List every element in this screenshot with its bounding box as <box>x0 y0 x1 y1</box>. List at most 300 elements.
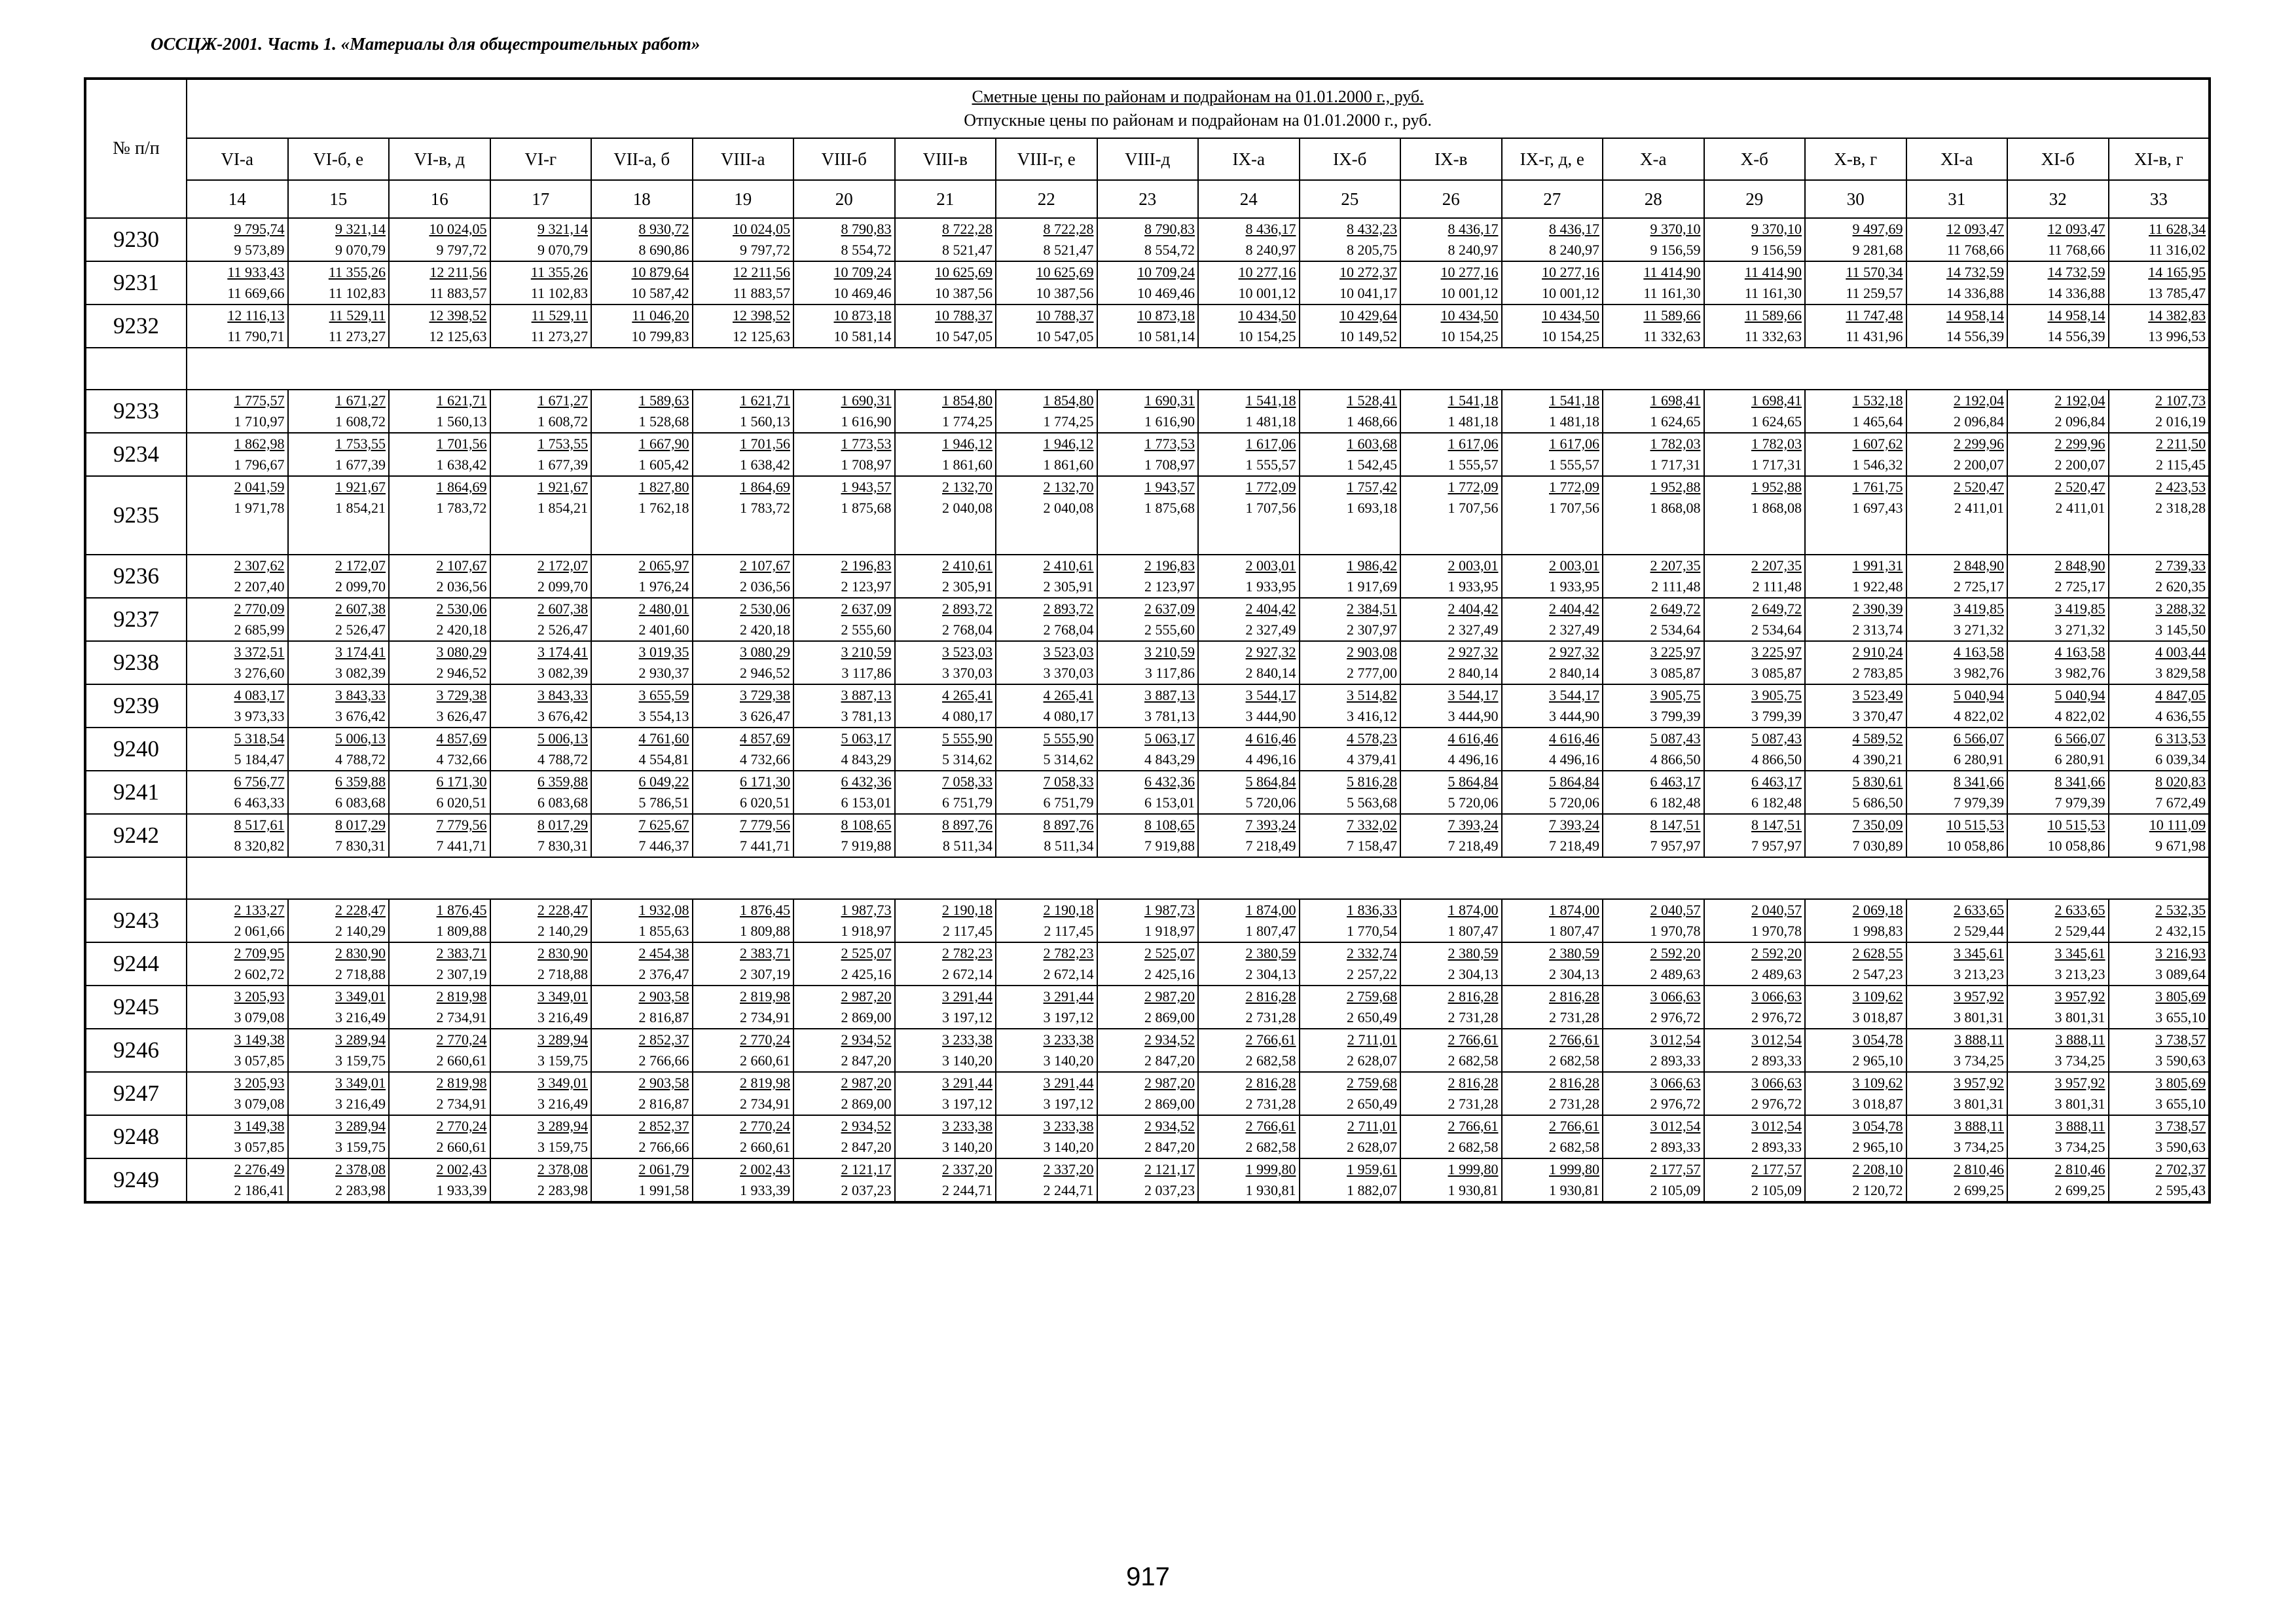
release-price: 5 314,62 <box>942 751 993 767</box>
price-cell <box>1906 218 2008 261</box>
price-cell <box>288 1115 390 1158</box>
estimate-price: 3 738,57 <box>2155 1031 2206 1048</box>
release-price: 2 725,17 <box>1954 578 2004 595</box>
release-price: 2 313,74 <box>1852 621 1903 638</box>
estimate-price: 2 637,09 <box>1144 600 1195 617</box>
estimate-price: 11 046,20 <box>632 307 689 323</box>
row-number: 9241 <box>85 771 187 814</box>
estimate-price: 1 671,27 <box>538 392 588 409</box>
estimate-price: 2 607,38 <box>335 600 386 617</box>
release-price: 2 725,17 <box>2054 578 2105 595</box>
estimate-price: 5 087,43 <box>1751 730 1802 747</box>
region-header: X-а <box>1603 138 1704 180</box>
price-cell <box>895 1072 996 1115</box>
estimate-price: 8 930,72 <box>638 221 689 237</box>
release-price: 2 123,97 <box>841 578 892 595</box>
release-price: 9 573,89 <box>234 242 285 258</box>
price-cell <box>1805 261 1906 304</box>
release-price: 2 061,66 <box>234 923 285 939</box>
price-cell <box>187 684 288 728</box>
release-price: 2 682,58 <box>1549 1139 1599 1155</box>
release-price: 2 420,18 <box>740 621 790 638</box>
price-cell <box>1906 555 2008 598</box>
release-price: 2 718,88 <box>538 966 588 982</box>
estimate-price: 1 617,06 <box>1245 435 1296 452</box>
release-price: 3 159,75 <box>335 1052 386 1069</box>
price-cell <box>389 899 490 942</box>
estimate-price: 2 816,28 <box>1245 1075 1296 1091</box>
estimate-price: 3 054,78 <box>1852 1031 1903 1048</box>
estimate-price: 1 921,67 <box>335 479 386 495</box>
release-price: 2 869,00 <box>841 1096 892 1112</box>
estimate-price: 2 132,70 <box>942 479 993 495</box>
release-price: 8 511,34 <box>942 838 993 854</box>
price-cell <box>2109 814 2210 857</box>
estimate-price: 2 782,23 <box>1043 945 1094 961</box>
release-price: 8 240,97 <box>1448 242 1499 258</box>
release-price: 3 216,49 <box>538 1009 588 1025</box>
release-price: 2 283,98 <box>538 1182 588 1198</box>
estimate-price: 2 709,95 <box>234 945 285 961</box>
release-price: 1 624,65 <box>1650 413 1701 430</box>
release-price: 10 581,14 <box>833 328 892 344</box>
estimate-price: 8 017,29 <box>538 817 588 833</box>
price-cell <box>1603 1158 1704 1202</box>
estimate-price: 6 566,07 <box>1954 730 2004 747</box>
price-cell <box>1805 476 1906 555</box>
release-price: 3 117,86 <box>841 665 892 681</box>
price-cell <box>996 814 1097 857</box>
release-price: 1 783,72 <box>740 500 790 516</box>
release-price: 10 387,56 <box>1036 285 1094 301</box>
release-price: 10 058,86 <box>2047 838 2105 854</box>
release-price: 2 595,43 <box>2155 1182 2206 1198</box>
price-cell <box>1704 390 1806 433</box>
release-price: 4 080,17 <box>1043 708 1094 724</box>
release-price: 1 555,57 <box>1448 456 1499 473</box>
release-price: 9 070,79 <box>335 242 386 258</box>
table-row <box>85 771 2210 814</box>
price-cell <box>1198 476 1300 555</box>
price-cell <box>591 641 693 684</box>
release-price: 2 976,72 <box>1650 1096 1701 1112</box>
region-header: VI-а <box>187 138 288 180</box>
estimate-price: 4 589,52 <box>1852 730 1903 747</box>
estimate-price: 7 058,33 <box>942 773 993 790</box>
estimate-price: 2 903,08 <box>1347 644 1397 660</box>
price-cell <box>187 218 288 261</box>
release-price: 1 807,47 <box>1448 923 1499 939</box>
estimate-price: 2 628,55 <box>1852 945 1903 961</box>
release-price: 2 529,44 <box>2054 923 2105 939</box>
estimate-price: 10 024,05 <box>733 221 790 237</box>
release-price: 3 676,42 <box>538 708 588 724</box>
price-cell <box>793 433 895 476</box>
estimate-price: 8 108,65 <box>841 817 892 833</box>
release-price: 11 316,02 <box>2148 242 2206 258</box>
release-price: 1 922,48 <box>1852 578 1903 595</box>
release-price: 2 847,20 <box>1144 1052 1195 1069</box>
price-cell <box>1400 814 1502 857</box>
release-price: 2 037,23 <box>1144 1182 1195 1198</box>
price-cell <box>996 728 1097 771</box>
price-cell <box>389 261 490 304</box>
estimate-price: 4 265,41 <box>1043 687 1094 703</box>
estimate-price: 2 987,20 <box>841 988 892 1005</box>
estimate-price: 2 819,98 <box>740 1075 790 1091</box>
estimate-price: 2 816,28 <box>1549 1075 1599 1091</box>
release-price: 1 608,72 <box>538 413 588 430</box>
release-price: 3 140,20 <box>1043 1052 1094 1069</box>
estimate-price: 2 770,24 <box>436 1118 487 1134</box>
estimate-price: 10 879,64 <box>631 264 689 280</box>
estimate-price: 2 852,37 <box>638 1031 689 1048</box>
price-cell <box>1097 728 1199 771</box>
estimate-price: 3 080,29 <box>740 644 790 660</box>
estimate-price: 1 541,18 <box>1245 392 1296 409</box>
price-cell <box>1603 899 1704 942</box>
release-price: 2 930,37 <box>638 665 689 681</box>
release-price: 2 731,28 <box>1245 1096 1296 1112</box>
price-cell <box>1603 814 1704 857</box>
release-price: 2 534,64 <box>1751 621 1802 638</box>
price-cell <box>591 1029 693 1072</box>
release-price: 3 370,03 <box>942 665 993 681</box>
table-row <box>85 598 2210 641</box>
estimate-price: 6 359,88 <box>538 773 588 790</box>
estimate-price: 2 934,52 <box>841 1031 892 1048</box>
release-price: 7 830,31 <box>538 838 588 854</box>
price-cell <box>490 771 592 814</box>
price-cell <box>1502 261 1603 304</box>
price-cell <box>1603 986 1704 1029</box>
row-number: 9248 <box>85 1115 187 1158</box>
estimate-price: 11 589,66 <box>1643 307 1701 323</box>
estimate-price: 2 069,18 <box>1852 902 1903 918</box>
release-price: 1 976,24 <box>638 578 689 595</box>
price-cell <box>490 728 592 771</box>
price-cell <box>389 728 490 771</box>
price-cell <box>1502 555 1603 598</box>
price-cell <box>1400 1072 1502 1115</box>
release-price: 2 111,48 <box>1752 578 1802 595</box>
release-price: 3 590,63 <box>2155 1139 2206 1155</box>
release-price: 2 037,23 <box>841 1182 892 1198</box>
release-price: 7 957,97 <box>1751 838 1802 854</box>
price-cell <box>1400 986 1502 1029</box>
price-cell <box>996 684 1097 728</box>
price-cell <box>793 986 895 1029</box>
release-price: 3 626,47 <box>436 708 487 724</box>
price-cell <box>1097 942 1199 986</box>
release-price: 13 785,47 <box>2148 285 2206 301</box>
estimate-price: 1 986,42 <box>1347 557 1397 574</box>
estimate-price: 14 958,14 <box>1946 307 2004 323</box>
estimate-price: 3 957,92 <box>1954 1075 2004 1091</box>
estimate-price: 8 147,51 <box>1751 817 1802 833</box>
estimate-price: 3 291,44 <box>1043 1075 1094 1091</box>
estimate-price: 10 272,37 <box>1339 264 1397 280</box>
release-price: 3 444,90 <box>1448 708 1499 724</box>
column-number: 17 <box>490 180 592 218</box>
estimate-price: 3 289,94 <box>335 1118 386 1134</box>
estimate-price: 1 854,80 <box>942 392 993 409</box>
num-column-header: № п/п <box>85 79 187 218</box>
estimate-price: 2 390,39 <box>1852 600 1903 617</box>
price-cell <box>1198 218 1300 261</box>
estimate-price: 3 523,03 <box>942 644 993 660</box>
release-price: 3 276,60 <box>234 665 285 681</box>
price-cell <box>793 476 895 555</box>
price-cell <box>1502 1158 1603 1202</box>
release-price: 3 655,10 <box>2155 1009 2206 1025</box>
estimate-price: 1 761,75 <box>1852 479 1903 495</box>
price-cell <box>1502 476 1603 555</box>
release-price: 2 731,28 <box>1549 1096 1599 1112</box>
price-cell <box>1906 641 2008 684</box>
price-cell <box>591 433 693 476</box>
release-price: 2 768,04 <box>942 621 993 638</box>
release-price: 6 083,68 <box>335 794 386 811</box>
price-cell <box>895 598 996 641</box>
release-price: 3 271,32 <box>1954 621 2004 638</box>
estimate-price: 2 830,90 <box>538 945 588 961</box>
release-price: 10 154,25 <box>1440 328 1499 344</box>
release-price: 7 919,88 <box>841 838 892 854</box>
estimate-price: 2 816,28 <box>1448 988 1499 1005</box>
estimate-price: 8 790,83 <box>1144 221 1195 237</box>
estimate-price: 9 321,14 <box>335 221 386 237</box>
price-cell <box>693 476 794 555</box>
price-cell <box>1603 261 1704 304</box>
estimate-price: 2 121,17 <box>1144 1161 1195 1177</box>
estimate-price: 3 066,63 <box>1650 988 1701 1005</box>
release-price: 6 020,51 <box>740 794 790 811</box>
release-price: 2 965,10 <box>1852 1052 1903 1069</box>
row-number: 9231 <box>85 261 187 304</box>
estimate-price: 5 816,28 <box>1347 773 1397 790</box>
release-price: 1 605,42 <box>638 456 689 473</box>
estimate-price: 7 393,24 <box>1245 817 1296 833</box>
price-cell <box>490 1115 592 1158</box>
price-cell <box>591 1072 693 1115</box>
release-price: 3 079,08 <box>234 1009 285 1025</box>
price-cell <box>693 728 794 771</box>
release-price: 3 734,25 <box>1954 1139 2004 1155</box>
estimate-price: 12 211,56 <box>733 264 790 280</box>
release-price: 2 307,19 <box>436 966 487 982</box>
release-price: 2 207,40 <box>234 578 285 595</box>
estimate-price: 3 419,85 <box>1954 600 2004 617</box>
price-cell <box>693 218 794 261</box>
estimate-price: 2 378,08 <box>538 1161 588 1177</box>
release-price: 3 216,49 <box>335 1096 386 1112</box>
price-cell <box>1805 641 1906 684</box>
estimate-price: 3 174,41 <box>538 644 588 660</box>
release-price: 1 930,81 <box>1245 1182 1296 1198</box>
release-price: 2 099,70 <box>538 578 588 595</box>
release-price: 10 154,25 <box>1542 328 1599 344</box>
release-price: 1 917,69 <box>1347 578 1397 595</box>
release-price: 6 182,48 <box>1650 794 1701 811</box>
price-cell <box>591 684 693 728</box>
column-number: 30 <box>1805 180 1906 218</box>
release-price: 5 720,06 <box>1448 794 1499 811</box>
estimate-price: 6 463,17 <box>1650 773 1701 790</box>
release-price: 3 801,31 <box>1954 1009 2004 1025</box>
release-price: 1 918,97 <box>1144 923 1195 939</box>
estimate-price: 1 987,73 <box>1144 902 1195 918</box>
price-cell <box>389 1029 490 1072</box>
price-cell <box>1400 771 1502 814</box>
price-cell <box>1198 942 1300 986</box>
price-cell <box>1906 899 2008 942</box>
price-cell <box>793 1072 895 1115</box>
estimate-price: 10 024,05 <box>429 221 487 237</box>
estimate-price: 3 729,38 <box>740 687 790 703</box>
release-price: 2 200,07 <box>1954 456 2004 473</box>
estimate-price: 2 532,35 <box>2155 902 2206 918</box>
release-price: 2 489,63 <box>1650 966 1701 982</box>
release-price: 2 244,71 <box>1043 1182 1094 1198</box>
release-price: 3 781,13 <box>1144 708 1195 724</box>
release-price: 3 082,39 <box>335 665 386 681</box>
release-price: 11 259,57 <box>1846 285 1903 301</box>
release-price: 2 976,72 <box>1650 1009 1701 1025</box>
release-price: 3 117,86 <box>1144 665 1195 681</box>
price-cell <box>389 986 490 1029</box>
estimate-price: 3 289,94 <box>538 1031 588 1048</box>
price-cell <box>1603 304 1704 348</box>
price-cell <box>1704 1158 1806 1202</box>
estimate-price: 2 816,28 <box>1245 988 1296 1005</box>
estimate-price: 3 523,03 <box>1043 644 1094 660</box>
estimate-price: 3 888,11 <box>1954 1031 2004 1048</box>
row-number: 9245 <box>85 986 187 1029</box>
price-cell <box>1400 390 1502 433</box>
price-cell <box>693 1029 794 1072</box>
release-price: 6 153,01 <box>841 794 892 811</box>
release-price: 3 271,32 <box>2054 621 2105 638</box>
price-cell <box>591 555 693 598</box>
release-price: 2 731,28 <box>1245 1009 1296 1025</box>
release-price: 4 636,55 <box>2155 708 2206 724</box>
estimate-price: 5 864,84 <box>1448 773 1499 790</box>
price-cell <box>1805 1072 1906 1115</box>
price-cell <box>2007 598 2109 641</box>
release-price: 2 304,13 <box>1245 966 1296 982</box>
estimate-price: 2 766,61 <box>1549 1031 1599 1048</box>
release-price: 2 650,49 <box>1347 1009 1397 1025</box>
release-price: 5 720,06 <box>1549 794 1599 811</box>
estimate-price: 2 852,37 <box>638 1118 689 1134</box>
price-cell <box>2007 728 2109 771</box>
price-cell <box>288 1158 390 1202</box>
price-cell <box>1300 684 1401 728</box>
release-price: 2 840,14 <box>1448 665 1499 681</box>
release-price: 2 425,16 <box>1144 966 1195 982</box>
price-cell <box>996 390 1097 433</box>
price-cell <box>187 433 288 476</box>
price-cell <box>1400 684 1502 728</box>
price-cell <box>895 433 996 476</box>
price-cell <box>793 942 895 986</box>
estimate-price: 2 003,01 <box>1549 557 1599 574</box>
estimate-price: 8 432,23 <box>1347 221 1397 237</box>
price-cell <box>288 899 390 942</box>
table-row <box>85 1115 2210 1158</box>
price-cell <box>1300 218 1401 261</box>
release-price: 7 030,89 <box>1852 838 1903 854</box>
estimate-price: 11 414,90 <box>1643 264 1701 280</box>
price-cell <box>1097 261 1199 304</box>
estimate-price: 4 163,58 <box>1954 644 2004 660</box>
estimate-price: 1 943,57 <box>841 479 892 495</box>
separator-cell <box>187 857 2210 899</box>
release-price: 2 628,07 <box>1347 1052 1397 1069</box>
release-price: 9 797,72 <box>436 242 487 258</box>
estimate-price: 2 423,53 <box>2155 479 2206 495</box>
release-price: 1 970,78 <box>1650 923 1701 939</box>
price-cell <box>591 728 693 771</box>
price-cell <box>693 814 794 857</box>
estimate-price: 2 276,49 <box>234 1161 285 1177</box>
estimate-price: 9 370,10 <box>1751 221 1802 237</box>
estimate-price: 5 864,84 <box>1549 773 1599 790</box>
price-cell <box>1198 1158 1300 1202</box>
estimate-price: 8 017,29 <box>335 817 386 833</box>
release-price: 2 672,14 <box>1043 966 1094 982</box>
release-price: 11 768,66 <box>2048 242 2105 258</box>
price-cell <box>187 476 288 555</box>
release-price: 1 555,57 <box>1549 456 1599 473</box>
price-cell <box>996 1158 1097 1202</box>
price-cell <box>1502 814 1603 857</box>
release-prices-title: Отпускные цены по районам и подрайонам на 01.01.2000 г., руб. <box>964 111 1432 130</box>
estimate-price: 2 207,35 <box>1650 557 1701 574</box>
release-price: 3 213,23 <box>1954 966 2004 982</box>
release-price: 14 556,39 <box>1946 328 2004 344</box>
release-price: 10 154,25 <box>1238 328 1296 344</box>
release-price: 2 111,48 <box>1651 578 1701 595</box>
price-cell <box>793 218 895 261</box>
price-cell <box>591 304 693 348</box>
region-header: XI-а <box>1906 138 2008 180</box>
price-cell <box>1400 476 1502 555</box>
release-price: 8 511,34 <box>1044 838 1094 854</box>
price-cell <box>389 218 490 261</box>
estimate-price: 2 766,61 <box>1245 1031 1296 1048</box>
price-cell <box>389 1072 490 1115</box>
price-cell <box>1198 899 1300 942</box>
release-price: 2 682,58 <box>1549 1052 1599 1069</box>
estimate-price: 3 843,33 <box>335 687 386 703</box>
separator-row <box>85 857 2210 899</box>
release-price: 1 481,18 <box>1448 413 1499 430</box>
price-cell <box>793 1115 895 1158</box>
estimate-price: 2 177,57 <box>1650 1161 1701 1177</box>
price-cell <box>693 1115 794 1158</box>
price-cell <box>1400 304 1502 348</box>
price-cell <box>187 814 288 857</box>
column-number-row <box>85 180 2210 218</box>
estimate-price: 11 933,43 <box>227 264 285 280</box>
estimate-price: 10 709,24 <box>1137 264 1195 280</box>
column-number: 32 <box>2007 180 2109 218</box>
estimate-price: 3 216,93 <box>2155 945 2206 961</box>
release-price: 2 304,13 <box>1549 966 1599 982</box>
price-cell <box>288 304 390 348</box>
